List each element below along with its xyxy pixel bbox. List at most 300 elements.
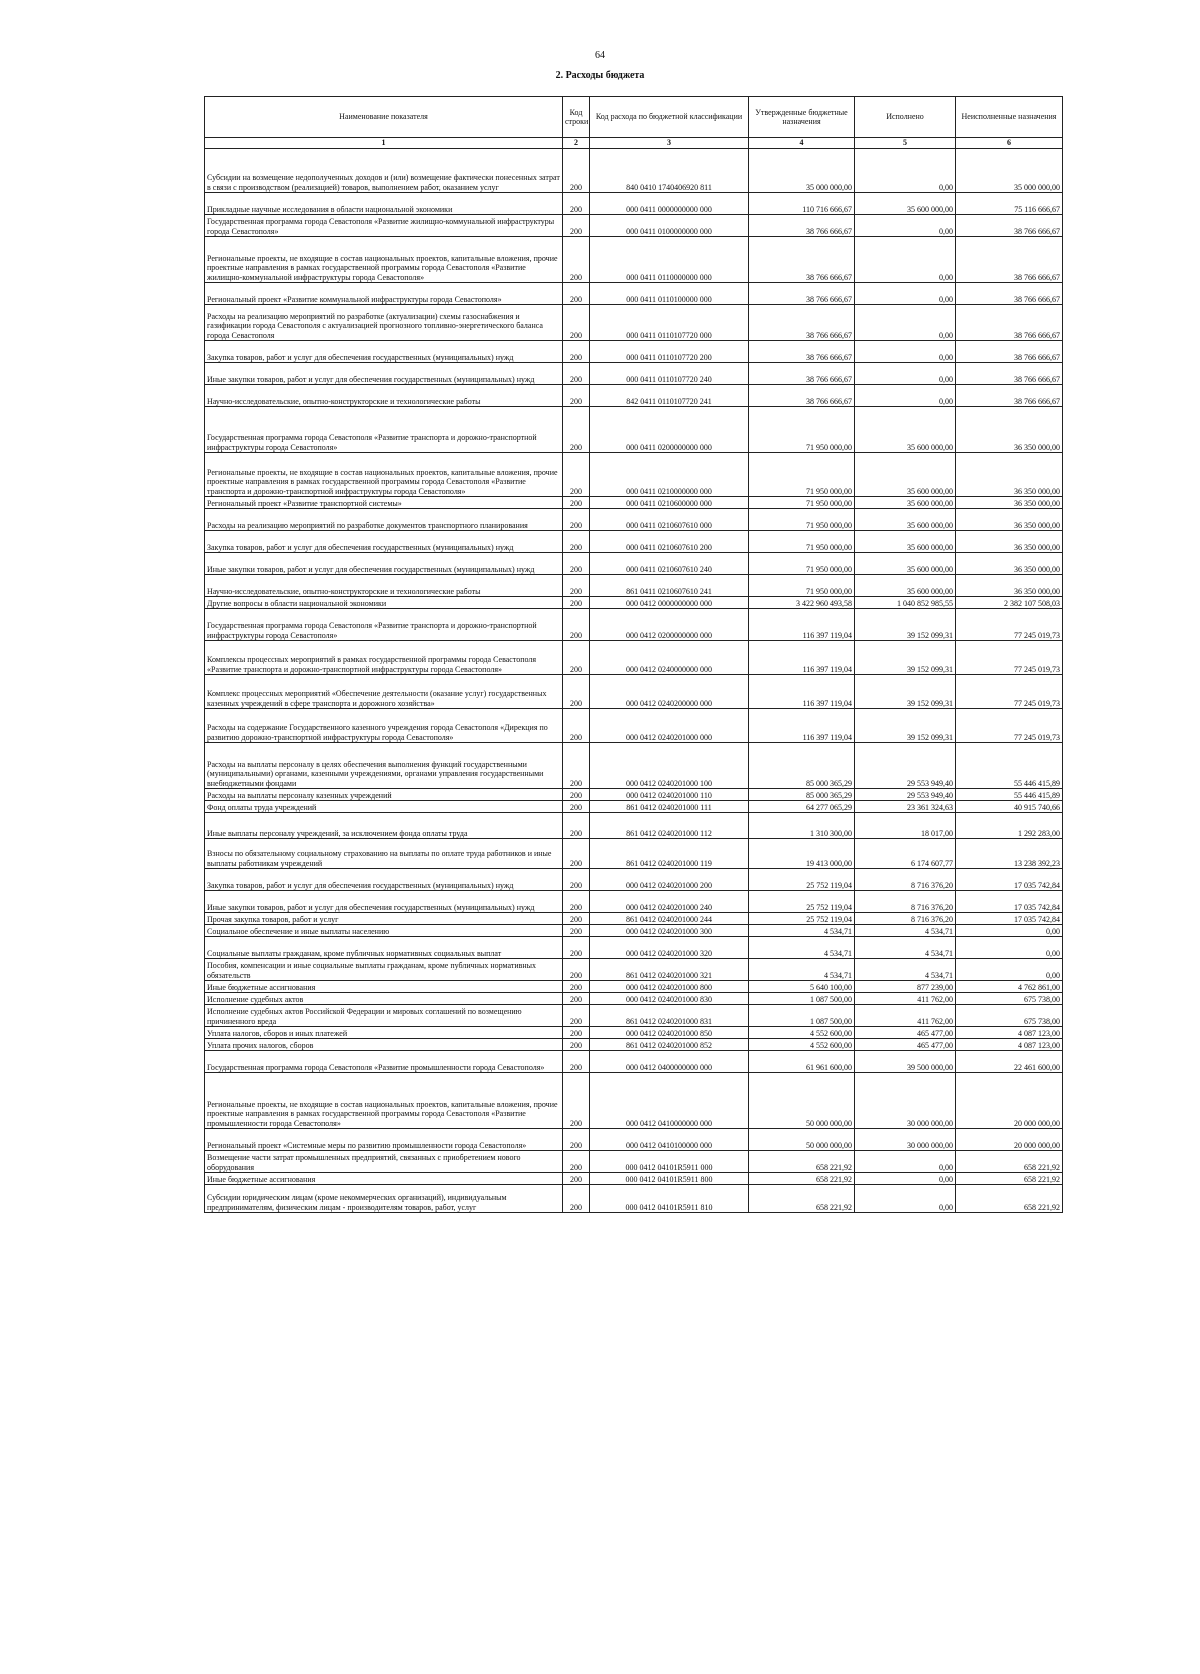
row-executed: 18 017,00: [855, 813, 956, 839]
row-unexecuted: 17 035 742,84: [956, 869, 1063, 891]
row-executed: 0,00: [855, 215, 956, 237]
row-budget-code: 000 0412 0240201000 200: [590, 869, 749, 891]
table-row: [205, 981, 1063, 993]
row-unexecuted: 40 915 740,66: [956, 801, 1063, 813]
row-budget-code: 861 0411 0210607610 241: [590, 575, 749, 597]
row-approved: 71 950 000,00: [749, 531, 855, 553]
row-name: Региональный проект «Развитие коммунальной инфраструктуры города Севастополя»: [205, 283, 563, 305]
table-row: [205, 913, 1063, 925]
row-unexecuted: 36 350 000,00: [956, 531, 1063, 553]
table-row: [205, 497, 1063, 509]
row-unexecuted: 38 766 666,67: [956, 305, 1063, 341]
header-budget-code: Код расхода по бюджетной классификации: [590, 97, 749, 138]
row-unexecuted: 55 446 415,89: [956, 743, 1063, 789]
row-unexecuted: 77 245 019,73: [956, 641, 1063, 675]
row-unexecuted: 36 350 000,00: [956, 407, 1063, 453]
row-line-code: 200: [563, 1173, 590, 1185]
table-row: [205, 453, 1063, 497]
row-unexecuted: 4 087 123,00: [956, 1027, 1063, 1039]
row-executed: 30 000 000,00: [855, 1073, 956, 1129]
row-line-code: 200: [563, 993, 590, 1005]
table-row: [205, 215, 1063, 237]
table-row: [205, 937, 1063, 959]
row-budget-code: 000 0412 0200000000 000: [590, 609, 749, 641]
row-budget-code: 000 0412 0240200000 000: [590, 675, 749, 709]
table-row: [205, 1173, 1063, 1185]
table-row: [205, 597, 1063, 609]
table-row: [205, 575, 1063, 597]
table-row: [205, 813, 1063, 839]
row-name: Прикладные научные исследования в области национальной экономики: [205, 193, 563, 215]
row-unexecuted: 20 000 000,00: [956, 1129, 1063, 1151]
row-unexecuted: 36 350 000,00: [956, 575, 1063, 597]
row-approved: 38 766 666,67: [749, 215, 855, 237]
row-budget-code: 000 0412 0240201000 000: [590, 709, 749, 743]
row-approved: 71 950 000,00: [749, 575, 855, 597]
row-executed: 0,00: [855, 305, 956, 341]
table-row: [205, 531, 1063, 553]
row-name: Уплата налогов, сборов и иных платежей: [205, 1027, 563, 1039]
header-number-row: [205, 138, 1063, 149]
row-executed: 877 239,00: [855, 981, 956, 993]
row-budget-code: 000 0412 04101R5911 810: [590, 1185, 749, 1213]
row-name: Пособия, компенсации и иные социальные выплаты гражданам, кроме публичных нормативных обязательств: [205, 959, 563, 981]
row-line-code: 200: [563, 1073, 590, 1129]
row-executed: 411 762,00: [855, 993, 956, 1005]
row-unexecuted: 658 221,92: [956, 1185, 1063, 1213]
row-executed: 0,00: [855, 1151, 956, 1173]
row-name: Исполнение судебных актов Российской Федерации и мировых соглашений по возмещению причиненного вреда: [205, 1005, 563, 1027]
row-line-code: 200: [563, 937, 590, 959]
header-unexecuted: Неисполненные назначения: [956, 97, 1063, 138]
row-line-code: 200: [563, 801, 590, 813]
row-budget-code: 000 0412 0240201000 320: [590, 937, 749, 959]
row-line-code: 200: [563, 1151, 590, 1173]
row-executed: 35 600 000,00: [855, 497, 956, 509]
row-approved: 4 534,71: [749, 925, 855, 937]
row-name: Региональный проект «Развитие транспортной системы»: [205, 497, 563, 509]
row-unexecuted: 36 350 000,00: [956, 553, 1063, 575]
row-unexecuted: 36 350 000,00: [956, 497, 1063, 509]
header-name: Наименование показателя: [205, 97, 563, 138]
row-budget-code: 861 0412 0240201000 321: [590, 959, 749, 981]
header-approved: Утвержденные бюджетные назначения: [749, 97, 855, 138]
row-budget-code: 000 0412 04101R5911 800: [590, 1173, 749, 1185]
header-number: 5: [855, 138, 956, 149]
row-name: Субсидии юридическим лицам (кроме некоммерческих организаций), индивидуальным предпринимателям, физическим лицам - производителям товаров, работ, услуг: [205, 1185, 563, 1213]
row-line-code: 200: [563, 813, 590, 839]
table-row: [205, 283, 1063, 305]
row-unexecuted: 38 766 666,67: [956, 363, 1063, 385]
row-line-code: 200: [563, 575, 590, 597]
row-unexecuted: 38 766 666,67: [956, 215, 1063, 237]
row-budget-code: 000 0412 0240201000 100: [590, 743, 749, 789]
row-approved: 5 640 100,00: [749, 981, 855, 993]
row-unexecuted: 4 762 861,00: [956, 981, 1063, 993]
page-number: 64: [595, 50, 605, 61]
table-row: [205, 789, 1063, 801]
row-name: Государственная программа города Севастополя «Развитие транспорта и дорожно-транспортной инфраструктуры города Севастополя»: [205, 407, 563, 453]
row-executed: 465 477,00: [855, 1039, 956, 1051]
row-executed: 8 716 376,20: [855, 869, 956, 891]
table-row: [205, 1039, 1063, 1051]
row-budget-code: 000 0411 0210607610 240: [590, 553, 749, 575]
row-name: Исполнение судебных актов: [205, 993, 563, 1005]
row-budget-code: 000 0412 0400000000 000: [590, 1051, 749, 1073]
row-executed: 39 152 099,31: [855, 641, 956, 675]
row-approved: 4 534,71: [749, 959, 855, 981]
row-approved: 1 087 500,00: [749, 1005, 855, 1027]
row-executed: 39 500 000,00: [855, 1051, 956, 1073]
row-budget-code: 000 0412 0240201000 300: [590, 925, 749, 937]
row-budget-code: 000 0412 0240201000 110: [590, 789, 749, 801]
row-approved: 38 766 666,67: [749, 283, 855, 305]
row-budget-code: 861 0412 0240201000 244: [590, 913, 749, 925]
row-line-code: 200: [563, 1185, 590, 1213]
row-budget-code: 000 0411 0200000000 000: [590, 407, 749, 453]
table-row: [205, 709, 1063, 743]
row-name: Иные закупки товаров, работ и услуг для обеспечения государственных (муниципальных) нужд: [205, 553, 563, 575]
row-unexecuted: 77 245 019,73: [956, 609, 1063, 641]
table-row: [205, 891, 1063, 913]
row-unexecuted: 13 238 392,23: [956, 839, 1063, 869]
row-executed: 35 600 000,00: [855, 453, 956, 497]
row-approved: 61 961 600,00: [749, 1051, 855, 1073]
row-approved: 71 950 000,00: [749, 497, 855, 509]
row-approved: 64 277 065,29: [749, 801, 855, 813]
row-name: Региональные проекты, не входящие в состав национальных проектов, капитальные вложения, прочие проектные направления в рамках государственной программы города Севастополя «Развитие транспорта и дорожно-транспортной инфраструктуры города Севастополя»: [205, 453, 563, 497]
header-number: 4: [749, 138, 855, 149]
row-budget-code: 000 0412 0240201000 240: [590, 891, 749, 913]
row-approved: 1 087 500,00: [749, 993, 855, 1005]
table-row: [205, 407, 1063, 453]
table-row: [205, 959, 1063, 981]
row-budget-code: 840 0410 1740406920 811: [590, 149, 749, 193]
row-budget-code: 861 0412 0240201000 112: [590, 813, 749, 839]
row-executed: 4 534,71: [855, 959, 956, 981]
row-line-code: 200: [563, 283, 590, 305]
row-executed: 0,00: [855, 1185, 956, 1213]
row-budget-code: 861 0412 0240201000 831: [590, 1005, 749, 1027]
row-budget-code: 861 0412 0240201000 852: [590, 1039, 749, 1051]
row-name: Иные бюджетные ассигнования: [205, 981, 563, 993]
row-approved: 4 552 600,00: [749, 1027, 855, 1039]
row-name: Прочая закупка товаров, работ и услуг: [205, 913, 563, 925]
row-line-code: 200: [563, 675, 590, 709]
header-executed: Исполнено: [855, 97, 956, 138]
row-executed: 35 600 000,00: [855, 509, 956, 531]
header-line-code: Код строки: [563, 97, 590, 138]
row-budget-code: 000 0411 0210607610 000: [590, 509, 749, 531]
row-unexecuted: 0,00: [956, 937, 1063, 959]
table-row: [205, 993, 1063, 1005]
row-budget-code: 000 0412 04101R5911 000: [590, 1151, 749, 1173]
row-executed: 0,00: [855, 149, 956, 193]
row-approved: 35 000 000,00: [749, 149, 855, 193]
row-name: Научно-исследовательские, опытно-конструкторские и технологические работы: [205, 385, 563, 407]
table-row: [205, 801, 1063, 813]
row-executed: 1 040 852 985,55: [855, 597, 956, 609]
row-line-code: 200: [563, 869, 590, 891]
row-approved: 25 752 119,04: [749, 891, 855, 913]
row-name: Расходы на реализацию мероприятий по разработке (актуализации) схемы газоснабжения и газификации города Севастополя с актуализацией прогнозного топливно-энергетического баланса города Севастополя: [205, 305, 563, 341]
row-line-code: 200: [563, 1005, 590, 1027]
table-row: [205, 363, 1063, 385]
row-approved: 116 397 119,04: [749, 609, 855, 641]
row-line-code: 200: [563, 237, 590, 283]
row-name: Субсидии на возмещение недополученных доходов и (или) возмещение фактически понесенных затрат в связи с производством (реализацией) товаров, выполнением работ, оказанием услуг: [205, 149, 563, 193]
row-unexecuted: 75 116 666,67: [956, 193, 1063, 215]
row-executed: 0,00: [855, 385, 956, 407]
row-unexecuted: 675 738,00: [956, 993, 1063, 1005]
row-unexecuted: 38 766 666,67: [956, 341, 1063, 363]
row-budget-code: 000 0411 0210600000 000: [590, 497, 749, 509]
row-name: Закупка товаров, работ и услуг для обеспечения государственных (муниципальных) нужд: [205, 869, 563, 891]
row-budget-code: 000 0411 0110107720 200: [590, 341, 749, 363]
row-name: Государственная программа города Севастополя «Развитие промышленности города Севастополя»: [205, 1051, 563, 1073]
row-approved: 116 397 119,04: [749, 675, 855, 709]
row-approved: 658 221,92: [749, 1173, 855, 1185]
row-executed: 35 600 000,00: [855, 193, 956, 215]
row-budget-code: 000 0411 0110000000 000: [590, 237, 749, 283]
row-name: Иные закупки товаров, работ и услуг для обеспечения государственных (муниципальных) нужд: [205, 891, 563, 913]
header-row: [205, 97, 1063, 138]
document-title: 2. Расходы бюджета: [555, 70, 645, 81]
row-line-code: 200: [563, 509, 590, 531]
header-number: 1: [205, 138, 563, 149]
row-name: Государственная программа города Севастополя «Развитие жилищно-коммунальной инфраструктуры города Севастополя»: [205, 215, 563, 237]
row-executed: 411 762,00: [855, 1005, 956, 1027]
table-row: [205, 675, 1063, 709]
row-executed: 0,00: [855, 363, 956, 385]
table-row: [205, 305, 1063, 341]
row-unexecuted: 675 738,00: [956, 1005, 1063, 1027]
row-unexecuted: 17 035 742,84: [956, 913, 1063, 925]
header-number: 6: [956, 138, 1063, 149]
table-row: [205, 925, 1063, 937]
row-name: Региональные проекты, не входящие в состав национальных проектов, капитальные вложения, прочие проектные направления в рамках государственной программы города Севастополя «Развитие жилищно-коммунальной инфраструктуры города Севастополя»: [205, 237, 563, 283]
row-unexecuted: 55 446 415,89: [956, 789, 1063, 801]
header-number: 2: [563, 138, 590, 149]
row-approved: 71 950 000,00: [749, 453, 855, 497]
table-row: [205, 1151, 1063, 1173]
row-name: Другие вопросы в области национальной экономики: [205, 597, 563, 609]
row-executed: 0,00: [855, 237, 956, 283]
table-row: [205, 341, 1063, 363]
row-line-code: 200: [563, 609, 590, 641]
row-executed: 8 716 376,20: [855, 891, 956, 913]
table-row: [205, 1129, 1063, 1151]
row-approved: 38 766 666,67: [749, 385, 855, 407]
row-budget-code: 000 0412 0240201000 850: [590, 1027, 749, 1039]
row-line-code: 200: [563, 959, 590, 981]
row-budget-code: 000 0412 0410000000 000: [590, 1073, 749, 1129]
row-executed: 35 600 000,00: [855, 553, 956, 575]
table-row: [205, 609, 1063, 641]
row-executed: 39 152 099,31: [855, 609, 956, 641]
row-unexecuted: 4 087 123,00: [956, 1039, 1063, 1051]
row-budget-code: 000 0411 0210607610 200: [590, 531, 749, 553]
row-line-code: 200: [563, 839, 590, 869]
row-approved: 71 950 000,00: [749, 553, 855, 575]
row-line-code: 200: [563, 305, 590, 341]
row-line-code: 200: [563, 193, 590, 215]
table-row: [205, 385, 1063, 407]
table-row: [205, 1027, 1063, 1039]
row-line-code: 200: [563, 597, 590, 609]
row-line-code: 200: [563, 385, 590, 407]
row-name: Научно-исследовательские, опытно-конструкторские и технологические работы: [205, 575, 563, 597]
row-executed: 0,00: [855, 283, 956, 305]
row-unexecuted: 35 000 000,00: [956, 149, 1063, 193]
row-line-code: 200: [563, 149, 590, 193]
row-executed: 35 600 000,00: [855, 531, 956, 553]
table-row: [205, 1005, 1063, 1027]
row-name: Иные выплаты персоналу учреждений, за исключением фонда оплаты труда: [205, 813, 563, 839]
row-name: Закупка товаров, работ и услуг для обеспечения государственных (муниципальных) нужд: [205, 531, 563, 553]
row-executed: 29 553 949,40: [855, 743, 956, 789]
row-line-code: 200: [563, 981, 590, 993]
row-approved: 38 766 666,67: [749, 237, 855, 283]
row-unexecuted: 658 221,92: [956, 1173, 1063, 1185]
row-budget-code: 000 0411 0210000000 000: [590, 453, 749, 497]
table-row: [205, 509, 1063, 531]
row-line-code: 200: [563, 1129, 590, 1151]
table-row: [205, 869, 1063, 891]
row-budget-code: 861 0412 0240201000 119: [590, 839, 749, 869]
row-unexecuted: 658 221,92: [956, 1151, 1063, 1173]
row-name: Закупка товаров, работ и услуг для обеспечения государственных (муниципальных) нужд: [205, 341, 563, 363]
row-executed: 8 716 376,20: [855, 913, 956, 925]
row-approved: 71 950 000,00: [749, 407, 855, 453]
row-budget-code: 000 0412 0240201000 800: [590, 981, 749, 993]
row-budget-code: 000 0411 0000000000 000: [590, 193, 749, 215]
row-budget-code: 842 0411 0110107720 241: [590, 385, 749, 407]
row-approved: 85 000 365,29: [749, 743, 855, 789]
row-approved: 50 000 000,00: [749, 1073, 855, 1129]
row-executed: 6 174 607,77: [855, 839, 956, 869]
row-line-code: 200: [563, 1027, 590, 1039]
row-executed: 4 534,71: [855, 937, 956, 959]
row-name: Социальные выплаты гражданам, кроме публичных нормативных социальных выплат: [205, 937, 563, 959]
row-unexecuted: 38 766 666,67: [956, 283, 1063, 305]
row-executed: 39 152 099,31: [855, 675, 956, 709]
row-unexecuted: 0,00: [956, 959, 1063, 981]
row-approved: 3 422 960 493,58: [749, 597, 855, 609]
row-unexecuted: 20 000 000,00: [956, 1073, 1063, 1129]
table-row: [205, 193, 1063, 215]
row-unexecuted: 0,00: [956, 925, 1063, 937]
row-name: Расходы на выплаты персоналу в целях обеспечения выполнения функций государственными (муниципальными) органами, казенными учреждениями, органами управления государственными внебюджетными фондами: [205, 743, 563, 789]
row-budget-code: 000 0412 0000000000 000: [590, 597, 749, 609]
table-row: [205, 1185, 1063, 1213]
budget-expenses-table: [204, 96, 1063, 1213]
row-approved: 38 766 666,67: [749, 363, 855, 385]
row-line-code: 200: [563, 215, 590, 237]
row-approved: 25 752 119,04: [749, 913, 855, 925]
row-executed: 4 534,71: [855, 925, 956, 937]
row-name: Социальное обеспечение и иные выплаты населению: [205, 925, 563, 937]
row-executed: 23 361 324,63: [855, 801, 956, 813]
row-name: Возмещение части затрат промышленных предприятий, связанных с приобретением нового оборудования: [205, 1151, 563, 1173]
row-approved: 85 000 365,29: [749, 789, 855, 801]
row-approved: 19 413 000,00: [749, 839, 855, 869]
row-unexecuted: 77 245 019,73: [956, 709, 1063, 743]
row-name: Расходы на содержание Государственного казенного учреждения города Севастополя «Дирекция по развитию дорожно-транспортной инфраструктуры города Севастополя»: [205, 709, 563, 743]
row-name: Иные бюджетные ассигнования: [205, 1173, 563, 1185]
row-unexecuted: 38 766 666,67: [956, 237, 1063, 283]
row-approved: 1 310 300,00: [749, 813, 855, 839]
row-line-code: 200: [563, 743, 590, 789]
row-approved: 658 221,92: [749, 1185, 855, 1213]
row-line-code: 200: [563, 789, 590, 801]
row-budget-code: 000 0411 0110100000 000: [590, 283, 749, 305]
row-approved: 50 000 000,00: [749, 1129, 855, 1151]
row-name: Комплексы процессных мероприятий в рамках государственной программы города Севастополя «Развитие транспорта и дорожно-транспортной инфраструктуры города Севастополя»: [205, 641, 563, 675]
row-unexecuted: 1 292 283,00: [956, 813, 1063, 839]
row-approved: 4 552 600,00: [749, 1039, 855, 1051]
row-executed: 35 600 000,00: [855, 575, 956, 597]
row-line-code: 200: [563, 913, 590, 925]
row-unexecuted: 22 461 600,00: [956, 1051, 1063, 1073]
row-name: Расходы на реализацию мероприятий по разработке документов транспортного планирования: [205, 509, 563, 531]
row-unexecuted: 36 350 000,00: [956, 509, 1063, 531]
row-executed: 35 600 000,00: [855, 407, 956, 453]
row-name: Государственная программа города Севастополя «Развитие транспорта и дорожно-транспортной инфраструктуры города Севастополя»: [205, 609, 563, 641]
row-approved: 116 397 119,04: [749, 709, 855, 743]
table-row: [205, 553, 1063, 575]
row-approved: 25 752 119,04: [749, 869, 855, 891]
row-executed: 29 553 949,40: [855, 789, 956, 801]
row-unexecuted: 36 350 000,00: [956, 453, 1063, 497]
row-line-code: 200: [563, 925, 590, 937]
row-executed: 39 152 099,31: [855, 709, 956, 743]
row-line-code: 200: [563, 407, 590, 453]
row-line-code: 200: [563, 1039, 590, 1051]
row-name: Региональный проект «Системные меры по развитию промышленности города Севастополя»: [205, 1129, 563, 1151]
row-name: Расходы на выплаты персоналу казенных учреждений: [205, 789, 563, 801]
row-unexecuted: 2 382 107 508,03: [956, 597, 1063, 609]
row-budget-code: 000 0412 0410100000 000: [590, 1129, 749, 1151]
row-approved: 110 716 666,67: [749, 193, 855, 215]
row-line-code: 200: [563, 641, 590, 675]
row-unexecuted: 77 245 019,73: [956, 675, 1063, 709]
row-budget-code: 000 0411 0110107720 000: [590, 305, 749, 341]
row-line-code: 200: [563, 497, 590, 509]
row-line-code: 200: [563, 553, 590, 575]
header-number: 3: [590, 138, 749, 149]
row-executed: 0,00: [855, 1173, 956, 1185]
row-name: Фонд оплаты труда учреждений: [205, 801, 563, 813]
row-line-code: 200: [563, 363, 590, 385]
row-budget-code: 000 0412 0240000000 000: [590, 641, 749, 675]
row-budget-code: 000 0411 0110107720 240: [590, 363, 749, 385]
row-line-code: 200: [563, 531, 590, 553]
row-executed: 30 000 000,00: [855, 1129, 956, 1151]
table-row: [205, 149, 1063, 193]
row-name: Иные закупки товаров, работ и услуг для обеспечения государственных (муниципальных) нужд: [205, 363, 563, 385]
row-executed: 0,00: [855, 341, 956, 363]
table-row: [205, 641, 1063, 675]
table-row: [205, 743, 1063, 789]
row-name: Уплата прочих налогов, сборов: [205, 1039, 563, 1051]
row-line-code: 200: [563, 891, 590, 913]
row-line-code: 200: [563, 341, 590, 363]
row-budget-code: 861 0412 0240201000 111: [590, 801, 749, 813]
row-budget-code: 000 0412 0240201000 830: [590, 993, 749, 1005]
table-row: [205, 1051, 1063, 1073]
row-approved: 658 221,92: [749, 1151, 855, 1173]
